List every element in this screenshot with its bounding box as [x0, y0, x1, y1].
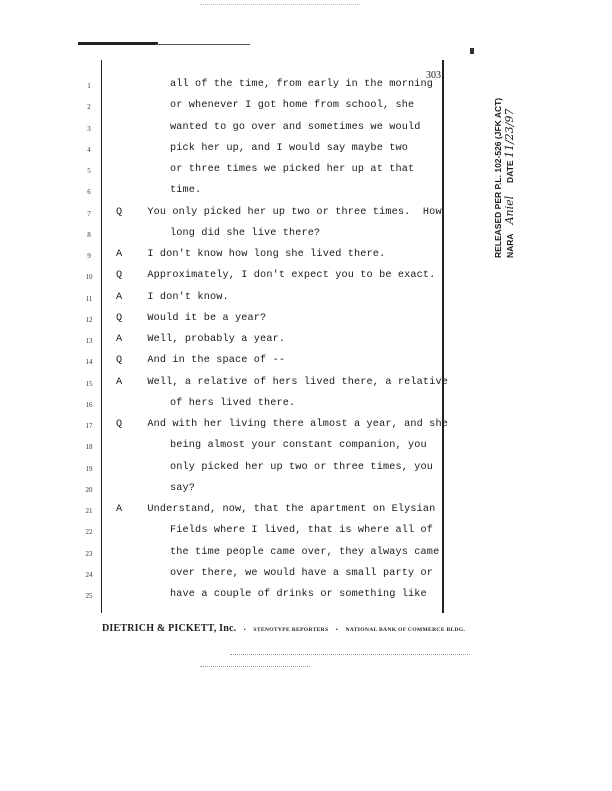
line-number: 2: [87, 103, 91, 112]
line-number: 22: [85, 528, 93, 537]
line-number: 17: [85, 422, 93, 430]
line-number: 3: [87, 124, 91, 133]
footer-firm: DIETRICH & PICKETT, Inc.: [102, 623, 237, 634]
footer-bullet-1: •: [240, 627, 250, 633]
line-number: 8: [87, 230, 91, 239]
line-number: 16: [85, 400, 93, 409]
handwritten-signature: Aniel: [503, 185, 516, 232]
transcript-line: only picked her up two or three times, you: [170, 461, 434, 473]
line-number: 18: [85, 443, 93, 452]
transcript-line: pick her up, and I would say maybe two: [170, 142, 409, 154]
transcript-line: time.: [170, 185, 202, 197]
footer-address: NATIONAL BANK OF COMMERCE BLDG.: [345, 627, 466, 633]
transcript-line: Q Approximately, I don't expect you to be exact.: [116, 270, 436, 282]
transcript-line: Fields where I lived, that is where all of: [170, 525, 434, 537]
transcript-line: over there, we would have a small party or: [170, 567, 434, 579]
line-number: 23: [85, 549, 93, 558]
line-number: 13: [85, 337, 93, 345]
release-stamp: [492, 98, 516, 258]
line-number: 20: [85, 485, 93, 494]
header-rule-thin: [155, 44, 250, 45]
transcript-line: A Well, probably a year.: [116, 334, 286, 345]
transcript-line: long did she live there?: [170, 227, 321, 239]
line-number: 4: [87, 145, 91, 154]
transcript-line: Q And in the space of --: [116, 355, 286, 367]
stamp-date-label: DATE: [505, 160, 515, 183]
line-number: 9: [87, 252, 91, 260]
footer-services: STENOTYPE REPORTERS: [253, 627, 329, 633]
transcript-line: say?: [170, 482, 196, 494]
transcript-line: or three times we picked her up at that: [170, 164, 415, 175]
faint-scan-marks-2: [200, 666, 310, 668]
release-stamp-line1: RELEASED PER P.L. 102-526 (JFK ACT): [493, 97, 503, 258]
line-number: 6: [87, 188, 91, 197]
transcript-line: Q And with her living there almost a year, and she: [116, 419, 448, 430]
faint-scan-marks: [230, 654, 470, 656]
line-number: 10: [85, 273, 93, 282]
stamp-date-value: 11/23/97: [503, 108, 516, 159]
line-number: 5: [87, 167, 91, 175]
line-number: 11: [85, 294, 93, 303]
line-number: 14: [85, 358, 93, 367]
stamp-nara-label: NARA: [505, 233, 515, 258]
transcript-line: have a couple of drinks or something like: [170, 589, 427, 600]
transcript-line: or whenever I got home from school, she: [170, 100, 415, 112]
transcript-line: being almost your constant companion, you: [170, 440, 427, 452]
page-number: 303: [426, 70, 441, 81]
transcript-line: Q You only picked her up two or three times. How: [116, 206, 442, 218]
transcript-line: the time people came over, they always came: [170, 546, 440, 558]
corner-mark: [470, 48, 474, 54]
transcript-line: A Understand, now, that the apartment on Elysian: [116, 504, 436, 515]
reporter-footer: [102, 618, 465, 636]
line-number: 7: [87, 209, 91, 218]
line-number: 15: [85, 379, 93, 388]
transcript-line: A I don't know.: [116, 291, 229, 303]
header-rule: [78, 42, 158, 45]
transcript-line: wanted to go over and sometimes we would: [170, 121, 421, 133]
transcript-line: of hers lived there.: [170, 397, 296, 409]
line-number: 12: [85, 315, 93, 324]
faint-header-marks: [200, 4, 360, 11]
line-number: 24: [85, 570, 93, 579]
line-number: 21: [85, 507, 93, 515]
line-number: 25: [85, 592, 93, 600]
transcript-line: A I don't know how long she lived there.: [116, 249, 386, 260]
footer-bullet-2: •: [332, 627, 342, 633]
transcript-line: all of the time, from early in the morning: [170, 79, 434, 90]
release-stamp-line2: [504, 98, 516, 258]
line-number: 19: [85, 464, 93, 473]
line-number: 1: [87, 82, 91, 90]
transcript-line: A Well, a relative of hers lived there, a relative: [116, 376, 448, 388]
transcript-line: Q Would it be a year?: [116, 312, 267, 324]
